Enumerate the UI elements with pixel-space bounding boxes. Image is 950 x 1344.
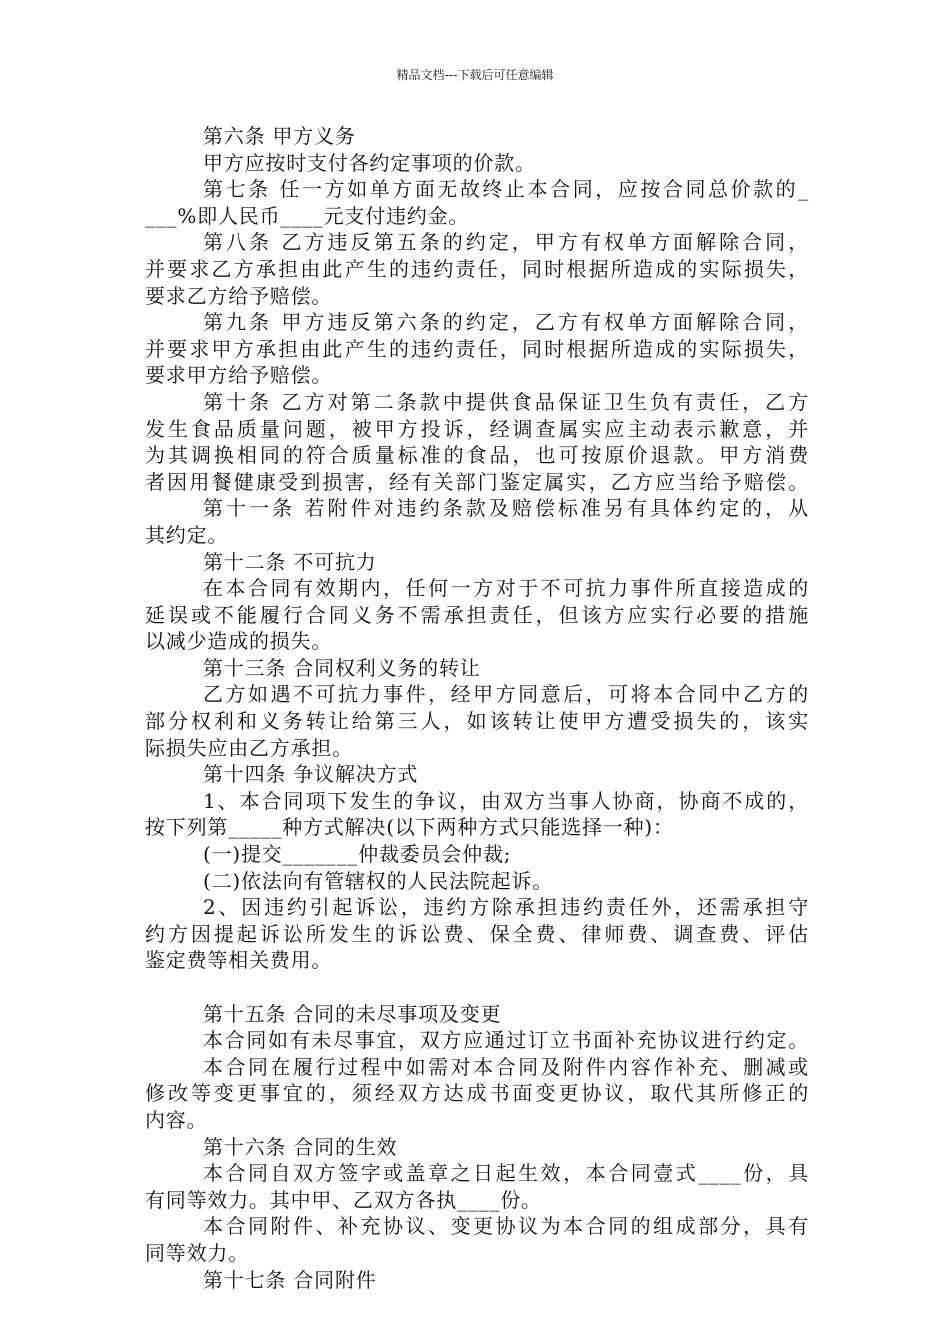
- document-line: 第九条 甲方违反第六条的约定，乙方有权单方面解除合同，: [203, 310, 809, 335]
- document-line: 约方因提起诉讼所发生的诉讼费、保全费、律师费、调查费、评估: [145, 921, 809, 946]
- document-line: 甲方应按时支付各约定事项的价款。: [203, 150, 536, 175]
- document-line: 第七条 任一方如单方面无故终止本合同，应按合同总价款的_: [203, 177, 809, 202]
- document-line: 第十四条 争议解决方式: [203, 762, 419, 787]
- document-line: 1、本合同项下发生的争议，由双方当事人协商，协商不成的，: [203, 788, 809, 813]
- document-line: 并要求甲方承担由此产生的违约责任，同时根据所造成的实际损失，: [145, 336, 809, 361]
- document-line: 第十条 乙方对第二条款中提供食品保证卫生负有责任，乙方: [203, 389, 809, 414]
- document-line: 部分权利和义务转让给第三人，如该转让使甲方遭受损失的，该实: [145, 709, 809, 734]
- document-line: 要求乙方给予赔偿。: [145, 283, 333, 308]
- document-line: 第十五条 合同的未尽事项及变更: [203, 1001, 502, 1026]
- document-line: 本合同在履行过程中如需对本合同及附件内容作补充、删减或: [203, 1054, 809, 1079]
- document-line: (二)依法向有管辖权的人民法院起诉。: [203, 868, 554, 893]
- document-line: 第十三条 合同权利义务的转让: [203, 655, 481, 680]
- document-line: 第十二条 不可抗力: [203, 549, 377, 574]
- document-line: 以减少造成的损失。: [145, 629, 333, 654]
- document-line: 际损失应由乙方承担。: [145, 735, 353, 760]
- document-line: 鉴定费等相关费用。: [145, 948, 333, 973]
- document-line: 第六条 甲方义务: [203, 124, 356, 148]
- document-body: [145, 123, 809, 1293]
- document-line: 者因用餐健康受到损害，经有关部门鉴定属实，乙方应当给予赔偿。: [145, 469, 809, 494]
- document-line: 本合同自双方签字或盖章之日起生效，本合同壹式____份，具: [203, 1161, 809, 1186]
- document-line: 第十一条 若附件对违约条款及赔偿标准另有具体约定的，从: [203, 496, 809, 521]
- document-line: 在本合同有效期内，任何一方对于不可抗力事件所直接造成的: [203, 576, 809, 601]
- document-line: (一)提交_______仲裁委员会仲裁;: [203, 842, 512, 867]
- page-header: 精品文档---下载后可任意编辑: [396, 68, 554, 82]
- document-line: 有同等效力。其中甲、乙双方各执____份。: [145, 1187, 542, 1212]
- document-line: 发生食品质量问题，被甲方投诉，经调查属实应主动表示歉意，并: [145, 416, 809, 441]
- document-line: ___%即人民币____元支付违约金。: [145, 203, 470, 228]
- document-line: 第十七条 合同附件: [203, 1267, 377, 1292]
- document-line: 延误或不能履行合同义务不需承担责任，但该方应实行必要的措施: [145, 602, 809, 627]
- document-line: 要求甲方给予赔偿。: [145, 363, 333, 388]
- document-line: 并要求乙方承担由此产生的违约责任，同时根据所造成的实际损失，: [145, 256, 809, 281]
- document-line: 修改等变更事宜的，须经双方达成书面变更协议，取代其所修正的: [145, 1081, 809, 1106]
- blank-line: [145, 974, 809, 1001]
- document-line: 为其调换相同的符合质量标准的食品，也可按原价退款。甲方消费: [145, 443, 809, 468]
- document-line: 第八条 乙方违反第五条的约定，甲方有权单方面解除合同，: [203, 230, 809, 255]
- document-line: 本合同附件、补充协议、变更协议为本合同的组成部分，具有: [203, 1214, 809, 1239]
- document-line: 内容。: [145, 1107, 208, 1132]
- document-line: 本合同如有未尽事宜，双方应通过订立书面补充协议进行约定。: [203, 1028, 809, 1053]
- document-line: 同等效力。: [145, 1240, 249, 1265]
- document-line: 按下列第_____种方式解决(以下两种方式只能选择一种)：: [145, 815, 674, 840]
- document-line: 第十六条 合同的生效: [203, 1134, 398, 1159]
- document-line: 乙方如遇不可抗力事件，经甲方同意后，可将本合同中乙方的: [203, 682, 809, 707]
- document-line: 其约定。: [145, 522, 229, 547]
- document-line: 2、因违约引起诉讼，违约方除承担违约责任外，还需承担守: [203, 895, 809, 920]
